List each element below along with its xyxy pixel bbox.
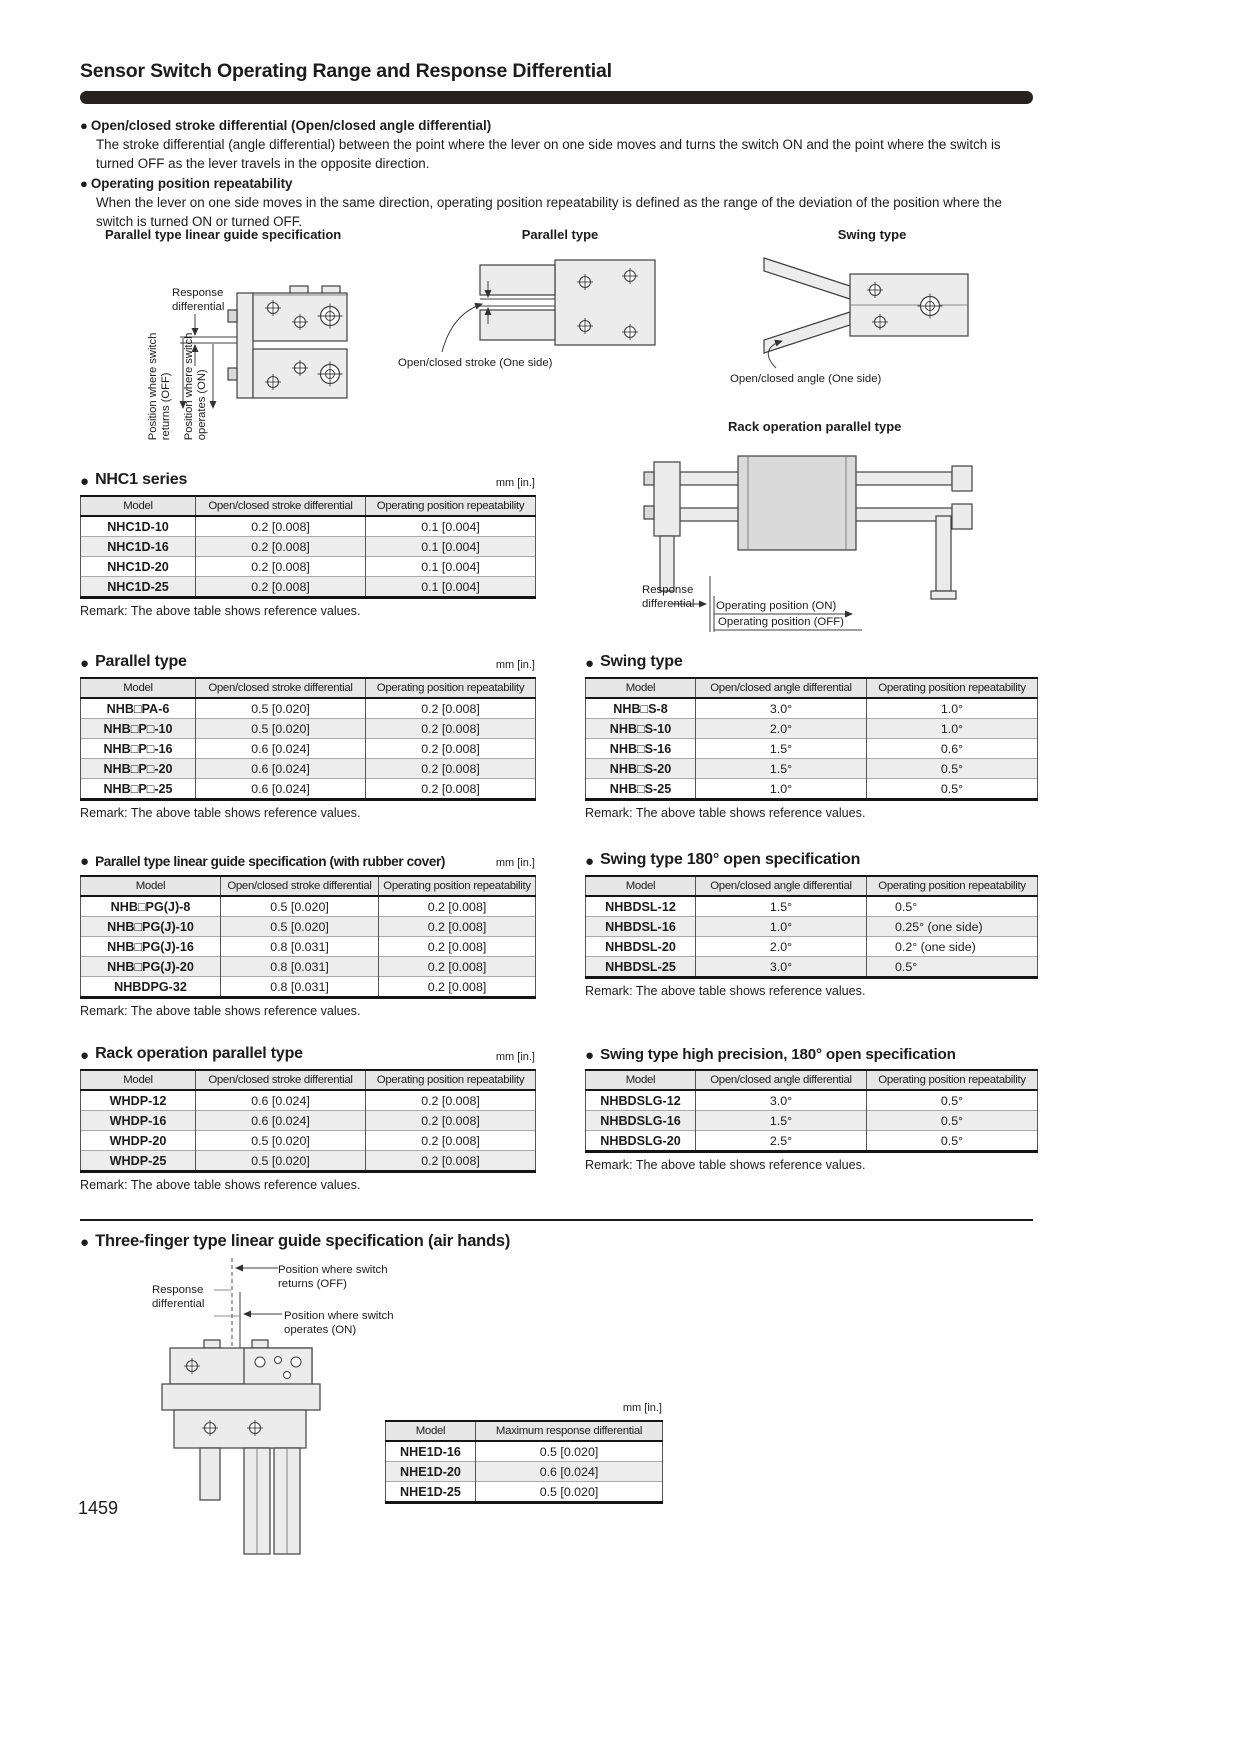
header-row [81,876,536,896]
column-header: Operating position repeatability [867,1070,1038,1090]
header-row [586,1070,1038,1090]
value-cell: 0.2° (one side) [867,937,1038,957]
table-row [81,917,536,937]
section-title: Swing type 180° open specification [600,851,861,869]
open-closed-stroke-label: Open/closed stroke (One side) [398,357,553,369]
value-cell: 0.1 [0.004] [366,516,536,537]
section-title: Three-finger type linear guide specification (air hands) [95,1231,511,1250]
model-cell: NHC1D-25 [81,577,196,598]
column-header: Operating position repeatability [867,876,1038,896]
value-cell: 0.5° [867,957,1038,978]
section-title: Swing type [600,653,683,671]
column-header: Open/closed stroke differential [196,678,366,698]
table-remark: Remark: The above table shows reference values. [585,1158,866,1172]
model-cell: NHB□S-16 [586,739,696,759]
section-swing-type [585,652,1037,820]
value-cell: 0.5° [867,779,1038,800]
unit-label: mm [in.] [495,477,535,489]
table-row [81,896,536,917]
value-cell: 0.1 [0.004] [366,577,536,598]
value-cell: 0.1 [0.004] [366,537,536,557]
rack-operation-table [80,1069,536,1173]
table-remark: Remark: The above table shows reference values. [80,604,361,618]
value-cell: 0.2 [0.008] [366,779,536,800]
rack-response-differential-label: Response differential [642,584,695,610]
value-cell: 0.8 [0.031] [221,977,379,998]
value-cell: 0.6 [0.024] [196,1090,366,1111]
model-cell: NHB□PA-6 [81,698,196,719]
value-cell: 0.6 [0.024] [196,1111,366,1131]
table-row [586,917,1038,937]
value-cell: 0.6 [0.024] [196,759,366,779]
value-cell: 0.25° (one side) [867,917,1038,937]
value-cell: 2.0° [696,937,867,957]
value-cell: 0.5 [0.020] [196,1151,366,1172]
section-title: Swing type high precision, 180° open specification [600,1046,956,1064]
intro-bullet-1-body: The stroke differential (angle differential) between the point where the lever on one side moves and turns the switch ON and the point where the switch is turned OFF as the lever travels in the opposite direction. [96,137,1001,172]
table-row [81,739,536,759]
model-cell: NHB□S-10 [586,719,696,739]
response-differential-label: Response differential [172,287,225,313]
section-parallel-type [80,652,535,820]
unit-label: mm [in.] [495,1051,535,1063]
operating-position-on-label: Operating position (ON) [716,600,837,612]
column-header: Model [586,876,696,896]
section-bullet-icon: ● [80,1234,90,1251]
column-header: Model [586,1070,696,1090]
title-underline-bar [80,91,1033,104]
model-cell: NHB□S-20 [586,759,696,779]
value-cell: 0.2 [0.008] [196,537,366,557]
three-finger-on-label: Position where switch operates (ON) [284,1310,394,1336]
table-row [586,1111,1038,1131]
model-cell: NHBDSL-20 [586,937,696,957]
column-header: Model [81,496,196,516]
table-row [81,977,536,998]
table-row [386,1441,663,1462]
column-header: Operating position repeatability [366,1070,536,1090]
table-row [81,957,536,977]
swing-high-precision-table [585,1069,1038,1153]
intro-section [80,116,1038,231]
unit-label: mm [in.] [495,857,535,869]
column-header: Model [81,1070,196,1090]
table-row [586,957,1038,978]
column-header: Open/closed stroke differential [221,876,379,896]
table-row [586,779,1038,800]
table-remark: Remark: The above table shows reference values. [80,1178,361,1192]
model-cell: NHE1D-25 [386,1482,476,1503]
table-row [586,739,1038,759]
table-row [586,759,1038,779]
diagram-title-parallel-linear: Parallel type linear guide specification [105,227,342,242]
model-cell: NHBDSL-25 [586,957,696,978]
value-cell: 0.2 [0.008] [366,698,536,719]
model-cell: NHB□S-8 [586,698,696,719]
column-header: Maximum response differential [476,1421,663,1441]
parallel-rubber-table [80,875,536,999]
value-cell: 0.5° [867,1090,1038,1111]
intro-bullet-2-body: When the lever on one side moves in the same direction, operating position repeatability is defined as the range of the deviation of the position where the switch is turned ON or turned OFF. [96,194,1002,229]
model-cell: NHB□PG(J)-8 [81,896,221,917]
value-cell: 0.2 [0.008] [366,719,536,739]
value-cell: 0.2 [0.008] [379,917,536,937]
model-cell: WHDP-16 [81,1111,196,1131]
value-cell: 0.5° [867,1131,1038,1152]
table-remark: Remark: The above table shows reference values. [80,806,361,820]
header-row [81,678,536,698]
section-bullet-icon: ● [80,853,90,870]
model-cell: NHB□P□-25 [81,779,196,800]
table-row [81,779,536,800]
table-row [386,1462,663,1482]
table-row [81,577,536,598]
table-row [586,1090,1038,1111]
model-cell: NHBDSL-12 [586,896,696,917]
diagram-title-rack: Rack operation parallel type [728,419,902,434]
value-cell: 0.2 [0.008] [366,1131,536,1151]
model-cell: NHBDSLG-12 [586,1090,696,1111]
value-cell: 0.6 [0.024] [196,779,366,800]
value-cell: 0.1 [0.004] [366,557,536,577]
model-cell: NHBDPG-32 [81,977,221,998]
value-cell: 1.5° [696,1111,867,1131]
model-cell: NHE1D-20 [386,1462,476,1482]
parallel-type-table [80,677,536,801]
value-cell: 0.2 [0.008] [379,977,536,998]
header-row [81,496,536,516]
value-cell: 0.2 [0.008] [366,739,536,759]
value-cell: 0.5 [0.020] [476,1482,663,1503]
position-on-label: Position where switch operates (ON) [182,332,208,441]
value-cell: 1.5° [696,759,867,779]
intro-bullet-2 [80,174,1038,193]
value-cell: 0.2 [0.008] [366,1090,536,1111]
model-cell: WHDP-25 [81,1151,196,1172]
value-cell: 0.2 [0.008] [196,516,366,537]
value-cell: 0.5° [867,1111,1038,1131]
table-remark: Remark: The above table shows reference values. [585,984,866,998]
value-cell: 0.6 [0.024] [196,739,366,759]
section-bullet-icon: ● [585,1047,595,1064]
value-cell: 0.2 [0.008] [366,1111,536,1131]
value-cell: 0.6 [0.024] [476,1462,663,1482]
table-row [81,516,536,537]
operating-position-off-label: Operating position (OFF) [718,616,844,628]
nhc1-table [80,495,536,599]
value-cell: 1.0° [867,719,1038,739]
value-cell: 3.0° [696,698,867,719]
unit-label: mm [in.] [495,659,535,671]
position-off-label: Position where switch returns (OFF) [146,332,172,441]
bullet-icon: ● [80,118,88,133]
diagram-title-swing: Swing type [837,227,907,242]
column-header: Open/closed stroke differential [196,496,366,516]
intro-bullet-1 [80,116,1038,135]
section-bullet-icon: ● [80,473,90,490]
table-row [586,1131,1038,1152]
section-nhc1-series [80,470,535,618]
value-cell: 0.5 [0.020] [196,698,366,719]
swing-type-table [585,677,1038,801]
model-cell: NHB□P□-10 [81,719,196,739]
value-cell: 3.0° [696,957,867,978]
column-header: Operating position repeatability [366,496,536,516]
table-remark: Remark: The above table shows reference values. [585,806,866,820]
unit-label: mm [in.] [622,1402,662,1414]
table-row [81,1131,536,1151]
column-header: Open/closed angle differential [696,876,867,896]
header-row [586,678,1038,698]
swing-180-table [585,875,1038,979]
table-row [586,698,1038,719]
header-row [81,1070,536,1090]
swing-type-diagram [762,246,997,371]
section-title: Rack operation parallel type [95,1045,303,1063]
header-row [586,876,1038,896]
model-cell: NHB□P□-16 [81,739,196,759]
model-cell: NHB□S-25 [586,779,696,800]
section-swing-180 [585,850,1037,998]
page-title: Sensor Switch Operating Range and Response Differential [80,60,612,82]
model-cell: NHC1D-16 [81,537,196,557]
section-bullet-icon: ● [585,853,595,870]
value-cell: 0.5 [0.020] [221,896,379,917]
bullet-icon: ● [80,175,88,191]
model-cell: NHC1D-10 [81,516,196,537]
page-number: 1459 [78,1498,119,1518]
section-title: Parallel type linear guide specification (with rubber cover) [95,853,445,869]
value-cell: 1.0° [696,779,867,800]
section-parallel-rubber [80,850,535,1018]
section-title: NHC1 series [95,471,188,489]
diagram-title-parallel: Parallel type [521,227,599,242]
value-cell: 1.0° [696,917,867,937]
model-cell: WHDP-12 [81,1090,196,1111]
value-cell: 3.0° [696,1090,867,1111]
table-row [81,937,536,957]
column-header: Open/closed stroke differential [196,1070,366,1090]
value-cell: 0.5° [867,759,1038,779]
model-cell: NHB□PG(J)-10 [81,917,221,937]
table-row [81,1090,536,1111]
header-row [386,1421,663,1441]
column-header: Operating position repeatability [379,876,536,896]
value-cell: 0.2 [0.008] [366,759,536,779]
column-header: Model [81,876,221,896]
value-cell: 0.5° [867,896,1038,917]
value-cell: 2.5° [696,1131,867,1152]
value-cell: 0.5 [0.020] [221,917,379,937]
table-row [81,537,536,557]
table-row [586,896,1038,917]
value-cell: 1.5° [696,896,867,917]
section-three-finger-head [80,1231,1033,1250]
column-header: Model [386,1421,476,1441]
value-cell: 0.5 [0.020] [476,1441,663,1462]
value-cell: 0.5 [0.020] [196,1131,366,1151]
model-cell: NHC1D-20 [81,557,196,577]
value-cell: 0.5 [0.020] [196,719,366,739]
column-header: Model [81,678,196,698]
value-cell: 0.6° [867,739,1038,759]
parallel-type-diagram [440,252,690,354]
table-row [81,1151,536,1172]
three-finger-off-label: Position where switch returns (OFF) [278,1264,388,1290]
section-bullet-icon: ● [80,655,90,672]
model-cell: NHB□PG(J)-20 [81,957,221,977]
intro-bullet-2-title: Operating position repeatability [90,175,293,191]
open-closed-angle-label: Open/closed angle (One side) [730,373,882,385]
table-remark: Remark: The above table shows reference values. [80,1004,361,1018]
model-cell: NHE1D-16 [386,1441,476,1462]
section-bullet-icon: ● [80,1047,90,1064]
table-row [81,698,536,719]
value-cell: 0.2 [0.008] [379,957,536,977]
model-cell: NHB□PG(J)-16 [81,937,221,957]
model-cell: NHBDSLG-20 [586,1131,696,1152]
table-row [81,1111,536,1131]
value-cell: 0.2 [0.008] [366,1151,536,1172]
value-cell: 0.2 [0.008] [196,577,366,598]
column-header: Model [586,678,696,698]
value-cell: 0.2 [0.008] [379,937,536,957]
table-row [386,1482,663,1503]
value-cell: 2.0° [696,719,867,739]
column-header: Operating position repeatability [366,678,536,698]
table-row [81,759,536,779]
table-row [586,937,1038,957]
table-row [586,719,1038,739]
three-finger-table [385,1420,663,1504]
section-divider-line [80,1219,1033,1221]
section-rack-operation [80,1044,535,1192]
section-swing-high-precision [585,1044,1037,1172]
column-header: Operating position repeatability [867,678,1038,698]
three-finger-response-label: Response differential [152,1284,205,1310]
model-cell: NHBDSL-16 [586,917,696,937]
column-header: Open/closed angle differential [696,1070,867,1090]
value-cell: 1.5° [696,739,867,759]
table-row [81,719,536,739]
value-cell: 1.0° [867,698,1038,719]
table-row [81,557,536,577]
intro-bullet-1-title: Open/closed stroke differential (Open/closed angle differential) [90,118,492,133]
model-cell: NHBDSLG-16 [586,1111,696,1131]
model-cell: NHB□P□-20 [81,759,196,779]
value-cell: 0.2 [0.008] [196,557,366,577]
model-cell: WHDP-20 [81,1131,196,1151]
value-cell: 0.8 [0.031] [221,937,379,957]
section-title: Parallel type [95,653,187,671]
value-cell: 0.2 [0.008] [379,896,536,917]
section-bullet-icon: ● [585,655,595,672]
column-header: Open/closed angle differential [696,678,867,698]
value-cell: 0.8 [0.031] [221,957,379,977]
